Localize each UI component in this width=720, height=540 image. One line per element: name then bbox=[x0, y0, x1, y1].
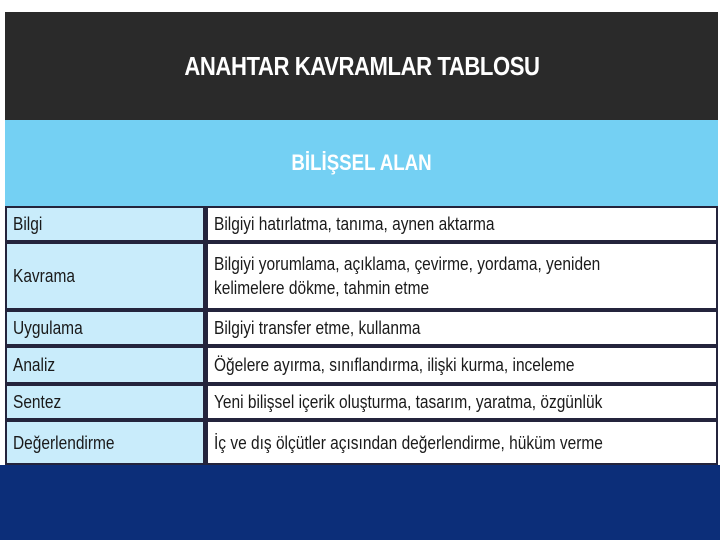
term-cell bbox=[7, 422, 203, 463]
term-cell bbox=[7, 208, 203, 240]
description-text: Yeni bilişsel içerik oluşturma, tasarım, yaratma, özgünlük bbox=[214, 392, 603, 412]
table-row bbox=[5, 310, 718, 346]
key-concepts-table bbox=[5, 12, 718, 465]
table-row bbox=[5, 242, 718, 310]
description-text: Öğelere ayırma, sınıflandırma, ilişki kurma, inceleme bbox=[214, 355, 575, 375]
description-cell bbox=[208, 208, 716, 240]
term-text: Uygulama bbox=[13, 318, 83, 338]
table-body bbox=[5, 206, 718, 465]
description-text: Bilgiyi yorumlama, açıklama, çevirme, yordama, yeniden kelimelere dökme, tahmin etme bbox=[214, 254, 601, 298]
description-cell bbox=[208, 348, 716, 382]
table-row bbox=[5, 346, 718, 384]
term-cell bbox=[7, 386, 203, 418]
term-text: Kavrama bbox=[13, 266, 75, 286]
description-text: Bilgiyi hatırlatma, tanıma, aynen aktarma bbox=[214, 214, 495, 234]
table-row bbox=[5, 420, 718, 465]
term-cell bbox=[7, 348, 203, 382]
term-cell bbox=[7, 244, 203, 308]
term-cell bbox=[7, 312, 203, 344]
domain-header-bar bbox=[5, 120, 718, 206]
description-cell bbox=[208, 312, 716, 344]
term-text: Sentez bbox=[13, 392, 62, 412]
table-title: ANAHTAR KAVRAMLAR TABLOSU bbox=[183, 50, 540, 81]
description-cell bbox=[208, 422, 716, 463]
term-text: Analiz bbox=[13, 355, 56, 375]
term-text: Bilgi bbox=[13, 214, 43, 234]
description-cell bbox=[208, 386, 716, 418]
description-text: Bilgiyi transfer etme, kullanma bbox=[214, 318, 421, 338]
description-cell bbox=[208, 244, 716, 308]
table-title-bar bbox=[5, 12, 718, 120]
table-row bbox=[5, 384, 718, 420]
domain-header: BİLİŞSEL ALAN bbox=[291, 150, 432, 175]
table-row bbox=[5, 206, 718, 242]
term-text: Değerlendirme bbox=[13, 432, 115, 453]
footer-band bbox=[0, 465, 720, 540]
description-text: İç ve dış ölçütler açısından değerlendirme, hüküm verme bbox=[214, 432, 603, 453]
